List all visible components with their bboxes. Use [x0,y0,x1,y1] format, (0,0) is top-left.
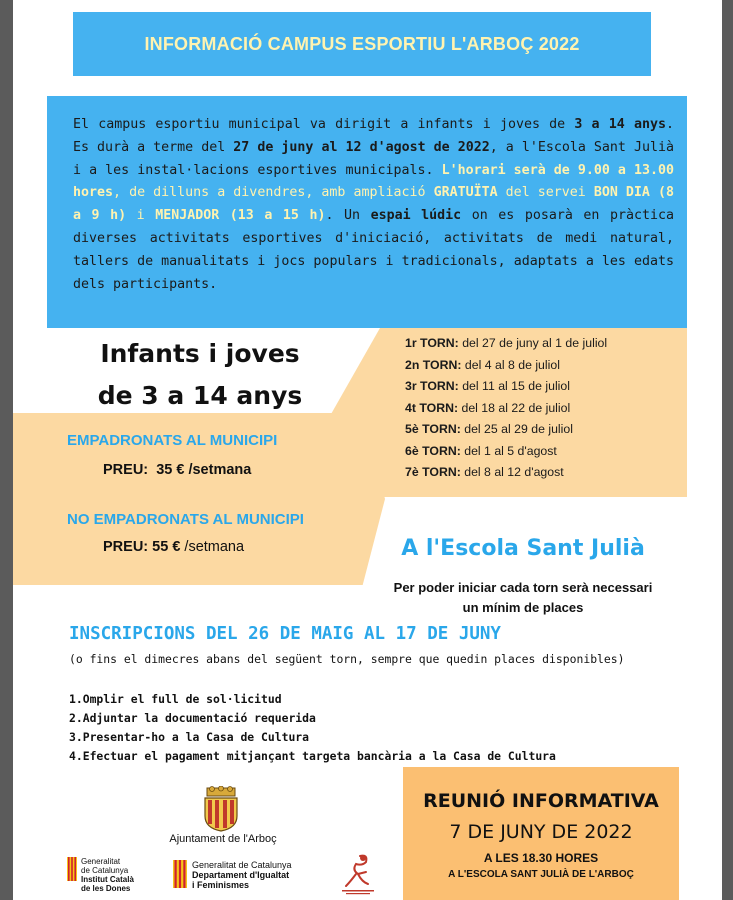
intro-paragraph [47,96,687,328]
intro-text: . Un [325,208,371,224]
intro-text: on es posarà en pràctica diverses activitats esportives d'iniciació, activitats de medi natural, tallers de manualitats i jocs populars i tradicionals, adaptats a les edats dels participants. [73,208,675,292]
price-label: PREU: [103,539,149,555]
audience-heading [75,333,325,417]
ajuntament-crest-icon [199,786,243,832]
intro-text: , de dilluns a divendres, amb ampliació [113,185,434,201]
location-note-line: un mínim de places [462,600,584,615]
club-runner-logo-icon [338,852,378,896]
intro-text: , a l'Escola Sant Julià i a les instal·lacions esportives municipals. [73,139,675,178]
intro-schedule: L'horari serà de 9.00 a 13.00 hores [73,162,674,201]
torn-dates: del 25 al 29 de juliol [464,422,573,436]
intro-menjador: MENJADOR (13 a 15 h) [155,208,326,224]
intro-espai: espai lúdic [370,208,462,224]
intro-ages: 3 a 14 anys [574,117,666,132]
logo-line: Institut Català [81,875,134,884]
intro-free: GRATUÏTA [433,185,498,201]
logo-line: Departament d'Igualtat [192,870,290,880]
intro-dates: 27 de juny al 12 d'agost de 2022 [233,139,490,155]
price-amount: 55 € [152,539,181,555]
logo-line: Generalitat de Catalunya [192,860,292,870]
inscripcions-title: INSCRIPCIONS DEL 26 DE MAIG AL 17 DE JUNY [69,624,501,644]
no-empadronats-heading: NO EMPADRONATS AL MUNICIPI [67,511,304,528]
logo-line: i Feminismes [192,880,250,890]
no-empadronats-price [103,539,244,555]
intro-text: . Es durà a terme del [73,117,674,155]
torn-item [405,355,695,377]
torn-dates: del 4 al 8 de juliol [464,357,560,372]
location-note [358,578,688,618]
torn-label: 3r TORN: [405,379,459,393]
reunio-time: A LES 18.30 HORES [483,851,599,865]
igualtat-logo-text [192,860,292,890]
torn-dates: del 27 de juny al 1 de juliol [462,336,608,350]
torn-item [405,333,695,355]
reunio-place: A L'ESCOLA SANT JULIÀ DE L'ARBOÇ [448,869,634,880]
torn-label: 7è TORN: [405,465,461,479]
reunio-title: REUNIÓ INFORMATIVA [423,790,659,812]
torn-dates: del 8 al 12 d'agost [464,465,564,479]
location-note-line: Per poder iniciar cada torn serà necessari [393,580,653,595]
torn-item [405,462,695,484]
step-item: 2.Adjuntar la documentació requerida [69,711,316,725]
intro-text: El campus esportiu municipal va dirigit a infants i joves de [73,117,575,132]
torn-dates: del 1 al 5 d'agost [464,443,557,458]
logo-line: de Catalunya [81,866,129,875]
intro-bondia: BON DIA (8 a 9 h) [73,185,674,224]
torn-label: 6è TORN: [405,443,461,458]
igualtat-logo [173,860,292,890]
icd-logo-text [81,857,134,893]
price-unit: /setmana [184,539,245,555]
empadronats-heading: EMPADRONATS AL MUNICIPI [67,432,278,449]
torn-dates: del 18 al 22 de juliol [461,400,571,415]
generalitat-flag-icon [173,860,187,888]
audience-line: de 3 a 14 anys [97,381,303,410]
generalitat-flag-icon [67,857,77,881]
poster-title: INFORMACIÓ CAMPUS ESPORTIU L'ARBOÇ 2022 [144,33,580,54]
logo-line: de les Dones [81,884,131,893]
price-unit: /setmana [188,462,252,478]
step-item: 3.Presentar-ho a la Casa de Cultura [69,730,310,744]
torn-label: 1r TORN: [405,336,459,350]
reunio-box [403,767,679,900]
intro-text: del servei [497,185,594,201]
torn-label: 5è TORN: [405,422,461,436]
audience-line: Infants i joves [100,339,300,368]
logo-line: Generalitat [81,857,121,866]
torn-item [405,376,695,398]
torn-label: 2n TORN: [405,357,462,372]
ajuntament-label: Ajuntament de l'Arboç [169,833,277,845]
price-label: PREU: [103,462,149,478]
poster-page [13,0,722,900]
torns-list [405,333,695,484]
location-title: A l'Escola Sant Julià [401,536,645,561]
inscripcions-note: (o fins el dimecres abans del següent torn, sempre que quedin places disponibles) [69,652,625,666]
intro-text: i [126,208,156,224]
torn-item [405,419,695,441]
torn-label: 4t TORN: [405,400,459,415]
icd-logo [67,857,134,893]
empadronats-price [103,462,251,478]
torn-item [405,398,695,420]
step-item: 1.Omplir el full de sol·licitud [69,692,282,706]
step-item: 4.Efectuar el pagament mitjançant targeta bancària a la Casa de Cultura [69,749,556,763]
reunio-date: 7 DE JUNY DE 2022 [449,821,633,843]
torn-item [405,441,695,463]
inscripcions-steps [69,690,556,766]
torn-dates: del 11 al 15 de juliol [462,379,570,393]
price-amount: 35 € [156,462,185,478]
title-banner [73,12,651,76]
